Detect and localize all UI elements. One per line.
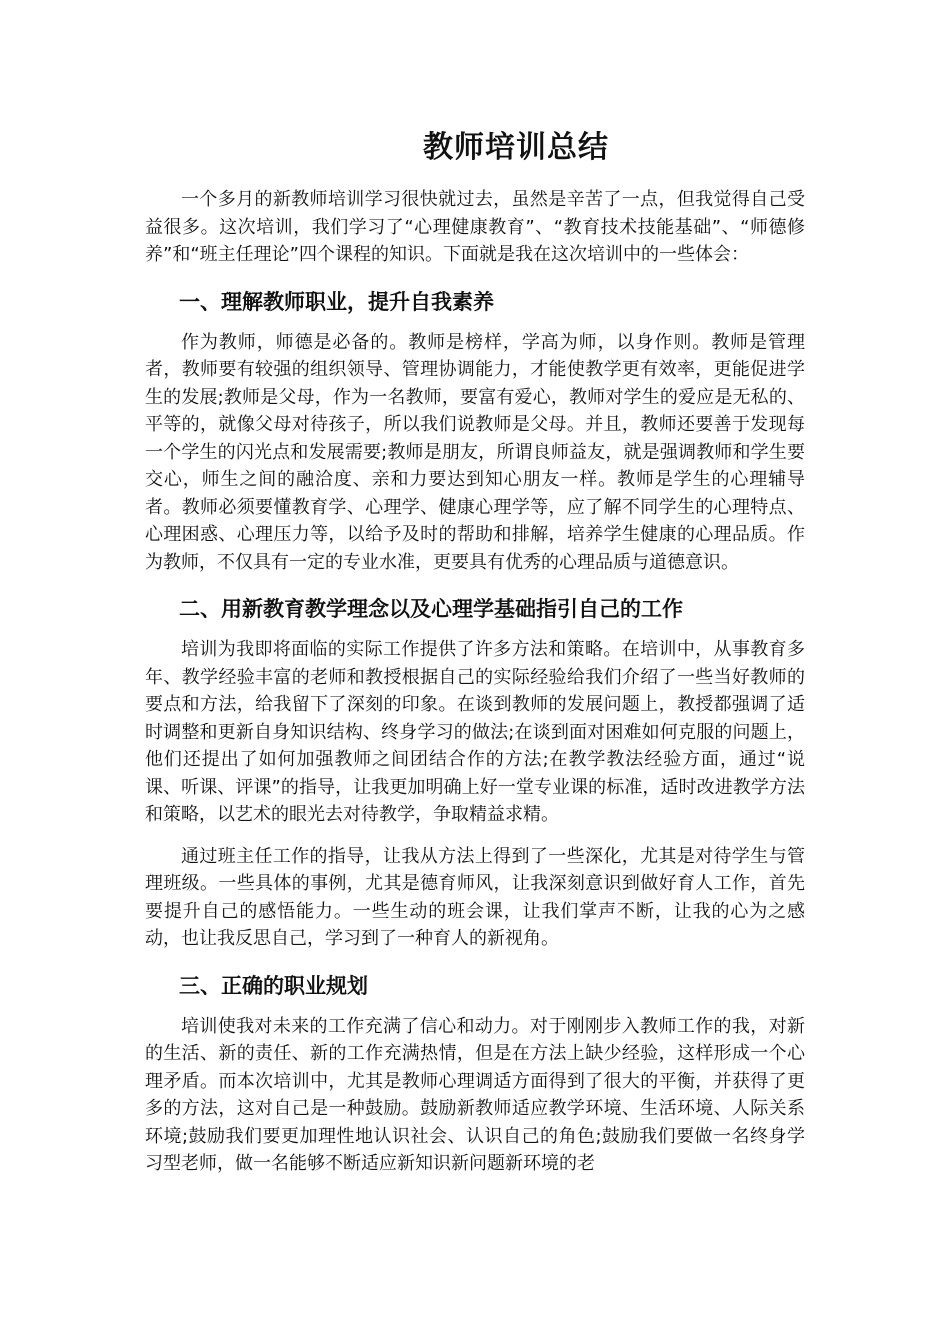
- section-2-heading: 二、用新教育教学理念以及心理学基础指引自己的工作: [179, 597, 683, 621]
- section-2-paragraph-1: 培训为我即将面临的实际工作提供了许多方法和策略。在培训中，从事教育多年、教学经验丰富的老师和教授根据自己的实际经验给我们介绍了一些当好教师的要点和方法，给我留下了深刻的印象。在谈到教师的发展问题上，教授都强调了适时调整和更新自身知识结构、终身学习的做法;在谈到面对困难如何克服的问题上，他们还提出了如何加强教师之间团结合作的方法;在教学教法经验方面，通过“说课、听课、评课”的指导，让我更加明确上好一堂专业课的标准，适时改进教学方法和策略，以艺术的眼光去对待教学，争取精益求精。: [145, 639, 805, 825]
- section-2-paragraph-2: 通过班主任工作的指导，让我从方法上得到了一些深化，尤其是对待学生与管理班级。一些具体的事例，尤其是德育师风，让我深刻意识到做好育人工作，首先要提升自己的感悟能力。一些生动的班会课，让我们掌声不断，让我的心为之感动，也让我反思自己，学习到了一种育人的新视角。: [145, 845, 805, 949]
- section-1-heading: 一、理解教师职业，提升自我素养: [179, 289, 494, 314]
- section-1-paragraph-1: 作为教师，师德是必备的。教师是榜样，学高为师，以身作则。教师是管理者，教师要有较强的组织领导、管理协调能力，才能使教学更有效率，更能促进学生的发展;教师是父母，作为一名教师，要富有爱心，教师对学生的爱应是无私的、平等的，就像父母对待孩子，所以我们说教师是父母。并且，教师还要善于发现每一个学生的闪光点和发展需要;教师是朋友，所谓良师益友，就是强调教师和学生要交心，师生之间的融洽度、亲和力要达到知心朋友一样。教师是学生的心理辅导者。教师必须要懂教育学、心理学、健康心理学等，应了解不同学生的心理特点、心理困惑、心理压力等，以给予及时的帮助和排解，培养学生健康的心理品质。作为教师，不仅具有一定的专业水准，更要具有优秀的心理品质与道德意识。: [145, 331, 805, 573]
- section-3-heading: 三、正确的职业规划: [179, 973, 368, 998]
- document-title: 教师培训总结: [423, 130, 609, 165]
- document-page: [145, 118, 805, 1178]
- intro-paragraph: 一个多月的新教师培训学习很快就过去，虽然是辛苦了一点，但我觉得自己受益很多。这次培训，我们学习了“心理健康教育”、“教育技术技能基础”、“师德修养”和“班主任理论”四个课程的知识。下面就是我在这次培训中的一些体会：: [145, 189, 805, 265]
- section-3-paragraph-1: 培训使我对未来的工作充满了信心和动力。对于刚刚步入教师工作的我，对新的生活、新的责任、新的工作充满热情，但是在方法上缺少经验，这样形成一个心理矛盾。而本次培训中，尤其是教师心理调适方面得到了很大的平衡，并获得了更多的方法，这对自己是一种鼓励。鼓励新教师适应教学环境、生活环境、人际关系环境;鼓励我们要更加理性地认识社会、认识自己的角色;鼓励我们要做一名终身学习型老师，做一名能够不断适应新知识新问题新环境的老: [145, 1015, 805, 1174]
